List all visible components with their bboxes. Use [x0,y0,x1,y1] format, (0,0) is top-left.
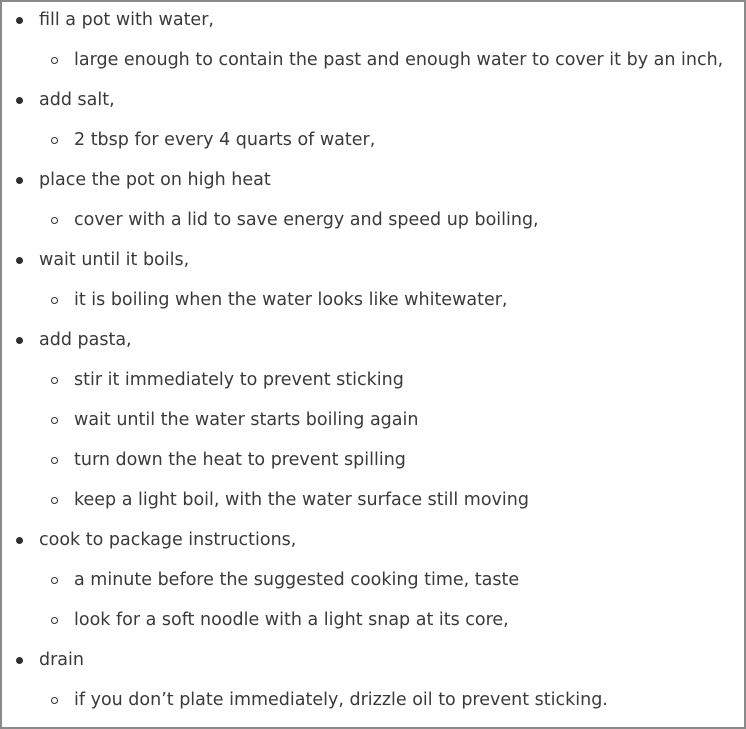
sub-list-item [2,602,744,642]
note-text: look for a soft noodle with a light snap at its core, [74,610,509,630]
bullet-disc-icon [16,177,23,184]
step-text: add pasta, [39,330,132,350]
note-text: wait until the water starts boiling again [74,410,419,430]
bullet-circle-icon [51,497,58,504]
step-text: add salt, [39,90,115,110]
note-text: keep a light boil, with the water surface still moving [74,490,529,510]
list-item [2,322,744,362]
note-text: it is boiling when the water looks like whitewater, [74,290,508,310]
bullet-disc-icon [16,537,23,544]
list-item [2,162,744,202]
step-text: wait until it boils, [39,250,190,270]
note-text: turn down the heat to prevent spilling [74,450,406,470]
bullet-disc-icon [16,17,23,24]
sub-list-item [2,482,744,522]
bullet-circle-icon [51,377,58,384]
step-text: cook to package instructions, [39,530,297,550]
sub-list-item [2,282,744,322]
step-text: place the pot on high heat [39,170,271,190]
step-text: drain [39,650,84,670]
bullet-circle-icon [51,217,58,224]
note-text: if you don’t plate immediately, drizzle oil to prevent sticking. [74,690,608,710]
bullet-circle-icon [51,697,58,704]
note-text: 2 tbsp for every 4 quarts of water, [74,130,376,150]
instructions-list [2,2,744,722]
bullet-circle-icon [51,297,58,304]
bullet-circle-icon [51,137,58,144]
sub-list-item [2,682,744,722]
note-text: cover with a lid to save energy and speed up boiling, [74,210,539,230]
sub-list-item [2,122,744,162]
bullet-circle-icon [51,617,58,624]
bullet-circle-icon [51,57,58,64]
list-item [2,522,744,562]
list-item [2,2,744,42]
list-item [2,242,744,282]
note-text: stir it immediately to prevent sticking [74,370,404,390]
bullet-disc-icon [16,97,23,104]
sub-list-item [2,562,744,602]
bullet-disc-icon [16,657,23,664]
sub-list-item [2,402,744,442]
bullet-disc-icon [16,257,23,264]
list-item [2,82,744,122]
sub-list-item [2,202,744,242]
sub-list-item [2,42,744,82]
bullet-circle-icon [51,417,58,424]
sub-list-item [2,442,744,482]
sub-list-item [2,362,744,402]
list-item [2,642,744,682]
bullet-disc-icon [16,337,23,344]
bullet-circle-icon [51,457,58,464]
bullet-circle-icon [51,577,58,584]
step-text: fill a pot with water, [39,10,214,30]
note-text: large enough to contain the past and enough water to cover it by an inch, [74,50,724,70]
note-text: a minute before the suggested cooking time, taste [74,570,520,590]
